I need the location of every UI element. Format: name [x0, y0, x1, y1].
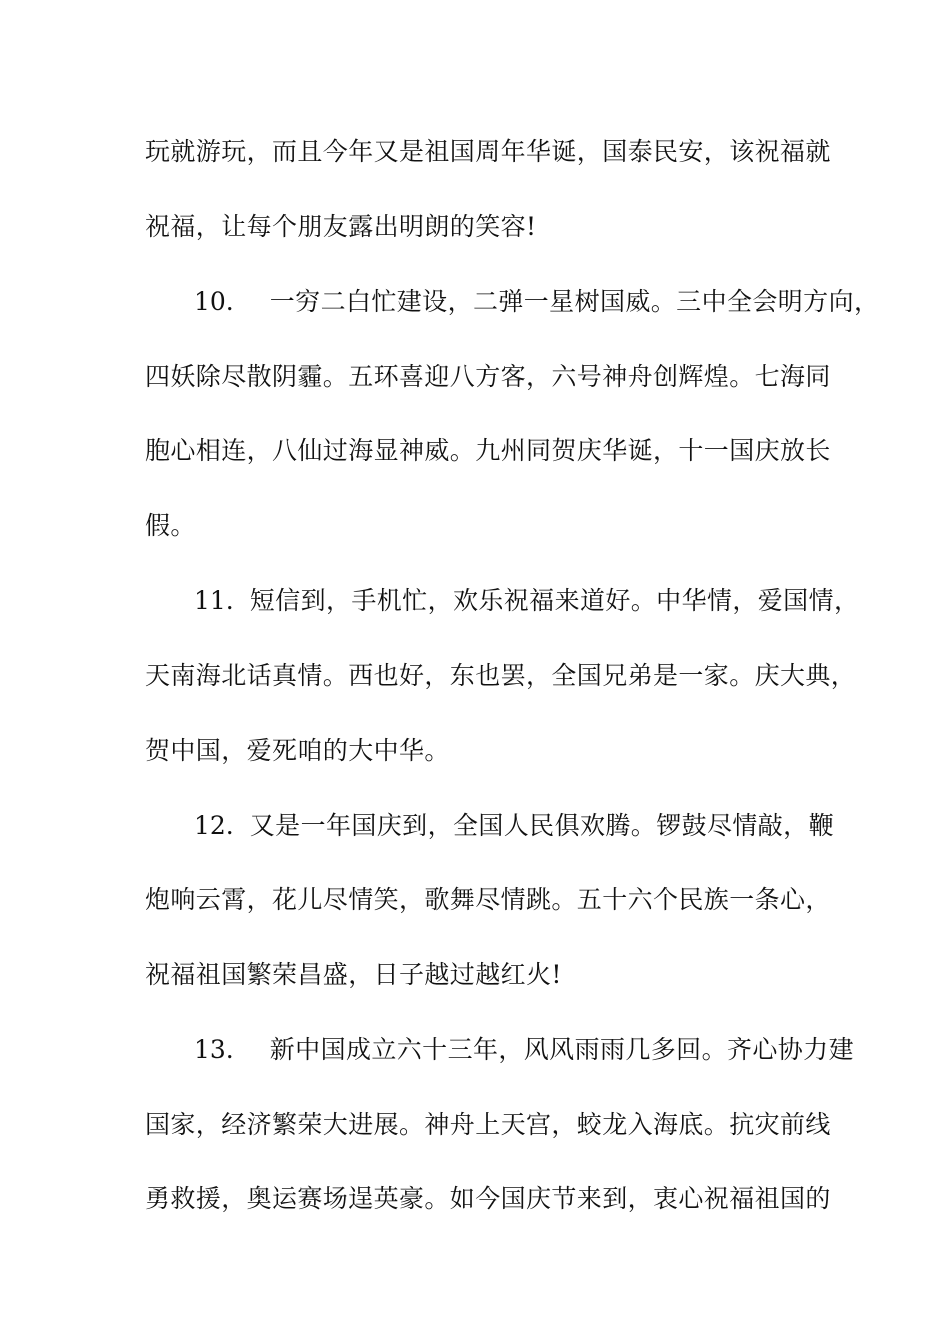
paragraph-line: 贺中国，爱死咱的大中华。: [145, 736, 450, 765]
paragraph-first-line: [194, 806, 834, 846]
paragraph-text: 又是一年国庆到，全国人民俱欢腾。锣鼓尽情敲，鞭: [249, 811, 834, 840]
paragraph-line: 炮响云霄，花儿尽情笑，歌舞尽情跳。五十六个民族一条心，: [145, 885, 831, 914]
paragraph-line: 假。: [145, 511, 196, 540]
item-number: 13.: [194, 1035, 234, 1064]
paragraph-first-line: [194, 282, 880, 322]
item-number: 12.: [194, 811, 234, 840]
paragraph-line: 玩就游玩，而且今年又是祖国周年华诞，国泰民安，该祝福就: [145, 137, 831, 166]
item-number: 10.: [194, 287, 234, 316]
paragraph-line: 胞心相连，八仙过海显神威。九州同贺庆华诞，十一国庆放长: [145, 436, 831, 465]
paragraph-line: 四妖除尽散阴霾。五环喜迎八方客，六号神舟创辉煌。七海同: [145, 362, 831, 391]
paragraph-line: 勇救援，奥运赛场逞英豪。如今国庆节来到，衷心祝福祖国的: [145, 1184, 831, 1213]
paragraph-first-line: [194, 581, 860, 621]
paragraph-text: 一穷二白忙建设，二弹一星树国威。三中全会明方向，: [269, 287, 880, 316]
paragraph-line: 国家，经济繁荣大进展。神舟上天宫，蛟龙入海底。抗灾前线: [145, 1110, 831, 1139]
paragraph-first-line: [194, 1030, 854, 1070]
paragraph-text: 短信到，手机忙，欢乐祝福来道好。中华情，爱国情，: [249, 586, 860, 615]
item-number: 11.: [194, 586, 234, 615]
paragraph-line: 祝福，让每个朋友露出明朗的笑容!: [145, 212, 537, 241]
paragraph-text: 新中国成立六十三年，风风雨雨几多回。齐心协力建: [269, 1035, 854, 1064]
paragraph-line: 天南海北话真情。西也好，东也罢，全国兄弟是一家。庆大典，: [145, 661, 857, 690]
paragraph-line: 祝福祖国繁荣昌盛，日子越过越红火!: [145, 960, 562, 989]
